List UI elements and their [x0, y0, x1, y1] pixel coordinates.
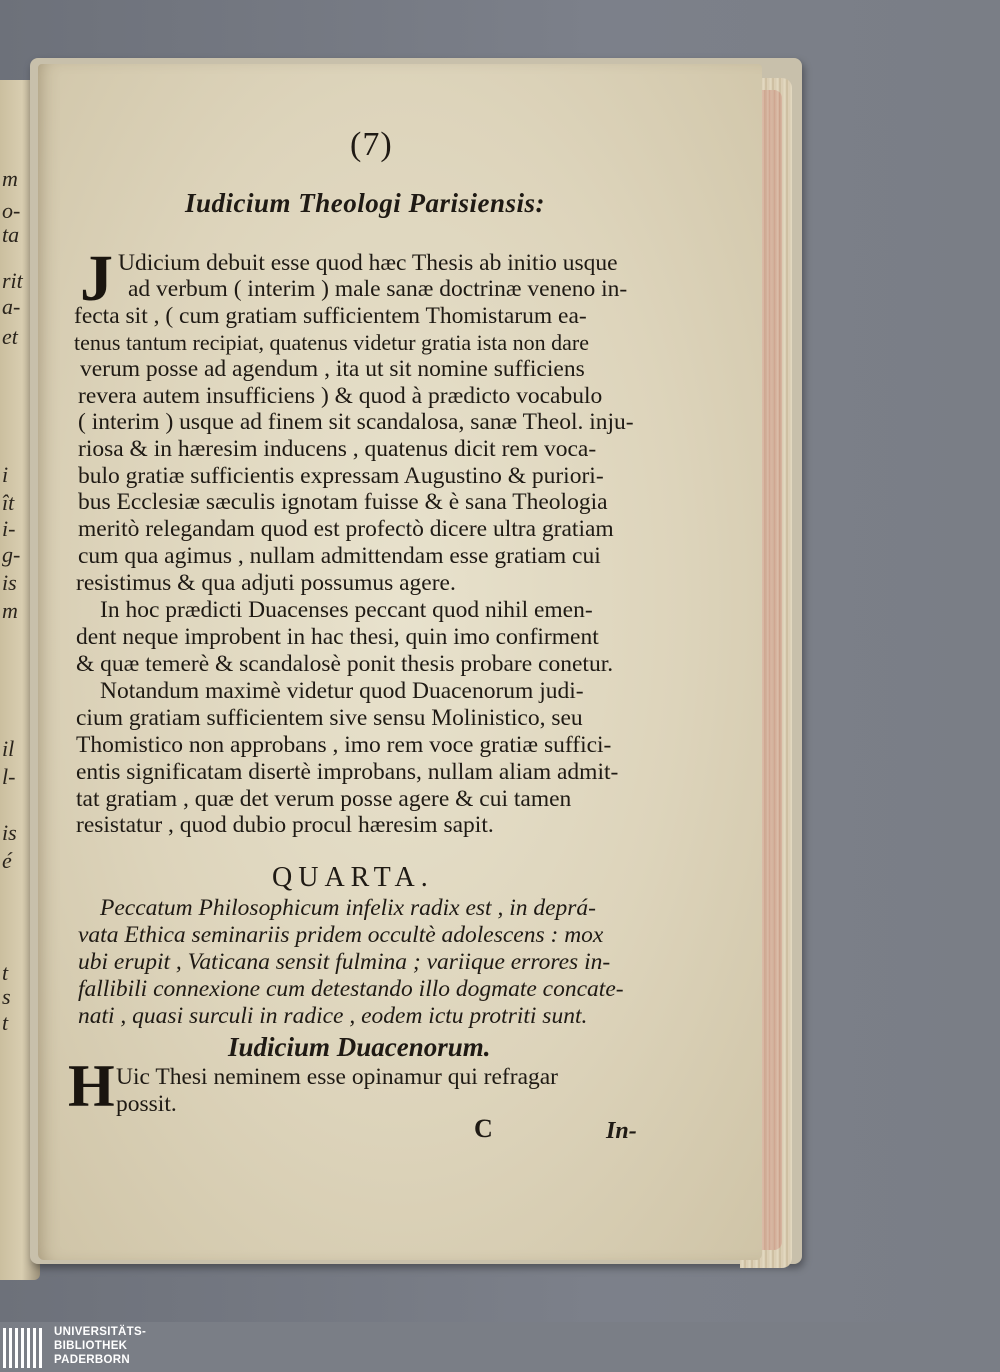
- text-line: Udicium debuit esse quod hæc Thesis ab initio usque: [118, 250, 618, 276]
- margin-fragment: o-: [2, 198, 21, 223]
- text-line: resistatur , quod dubio procul hæresim sapit.: [76, 812, 494, 838]
- library-name-line: PADERBORN: [54, 1354, 130, 1366]
- margin-fragment: et: [2, 324, 18, 349]
- text-line: In hoc prædicti Duacenses peccant quod nihil emen-: [100, 597, 593, 623]
- margin-fragment: t: [2, 1010, 9, 1035]
- thesis-line: ubi erupit , Vaticana sensit fulmina ; variique errores in-: [78, 949, 611, 975]
- margin-fragment: m: [2, 166, 18, 191]
- text-line: revera autem insufficiens ) & quod à prædicto vocabulo: [78, 383, 603, 409]
- margin-fragment: a-: [2, 294, 21, 319]
- text-line: entis significatam disertè improbans, nullam aliam admit-: [76, 759, 619, 785]
- library-logo-icon: [3, 1326, 47, 1370]
- library-name-line: UNIVERSITÄTS-: [54, 1326, 147, 1338]
- margin-fragment: i-: [2, 516, 16, 541]
- text-line: ( interim ) usque ad finem sit scandalosa, sanæ Theol. inju-: [78, 409, 634, 435]
- text-line: fecta sit , ( cum gratiam sufficientem Thomistarum ea-: [74, 303, 587, 329]
- thesis-line: vata Ethica seminariis pridem occultè adolescens : mox: [78, 922, 604, 948]
- text-line: Uic Thesi neminem esse opinamur qui refragar: [116, 1064, 559, 1090]
- drop-cap: J: [80, 242, 113, 315]
- text-line: verum posse ad agendum , ita ut sit nomine sufficiens: [80, 356, 585, 382]
- footer-bar: [0, 1322, 1000, 1372]
- text-line: ad verbum ( interim ) male sanæ doctrinæ veneno in-: [128, 276, 628, 302]
- library-name: [54, 1325, 146, 1367]
- margin-fragment: i: [2, 462, 9, 487]
- signature-mark: C: [474, 1114, 493, 1143]
- margin-fragment: il: [2, 736, 15, 761]
- margin-fragment: l-: [2, 764, 16, 789]
- thesis-line: Peccatum Philosophicum infelix radix est , in deprá-: [100, 895, 597, 921]
- thesis-line: nati , quasi surculi in radice , eodem ictu protriti sunt.: [78, 1003, 588, 1029]
- text-line: tat gratiam , quæ det verum posse agere & cui tamen: [76, 786, 572, 812]
- catchword: In-: [606, 1118, 637, 1144]
- text-line: bulo gratiæ sufficientis expressam Augustino & puriori-: [78, 463, 604, 489]
- text-line: possit.: [116, 1091, 177, 1117]
- drop-cap: H: [68, 1053, 115, 1119]
- section-heading: QUARTA.: [272, 862, 434, 893]
- margin-fragment: is: [2, 820, 17, 845]
- text-line: Notandum maximè videtur quod Duacenorum judi-: [100, 678, 584, 704]
- margin-fragment: s: [2, 984, 11, 1009]
- sub-heading: Iudicium Duacenorum.: [228, 1032, 491, 1062]
- margin-fragment: ta: [2, 222, 20, 247]
- margin-fragment: é: [2, 848, 12, 873]
- text-line: bus Ecclesiæ sæculis ignotam fuisse & è sana Theologia: [78, 489, 608, 515]
- text-line: resistimus & qua adjuti possumus agere.: [76, 570, 456, 596]
- text-line: Thomistico non approbans , imo rem voce gratiæ suffici-: [76, 732, 612, 758]
- page-edges-red: [760, 90, 782, 1250]
- text-line: riosa & in hæresim inducens , quatenus dicit rem voca-: [78, 436, 597, 462]
- text-line: cum qua agimus , nullam admittendam esse gratiam cui: [78, 543, 601, 569]
- text-line: tenus tantum recipiat, quatenus videtur gratia ista non dare: [74, 330, 590, 355]
- margin-fragment: rit: [2, 268, 23, 293]
- margin-fragment: is: [2, 570, 17, 595]
- page-title: Iudicium Theologi Parisiensis:: [185, 188, 546, 218]
- thesis-line: fallibili connexione cum detestando illo dogmate concate-: [78, 976, 624, 1002]
- text-line: dent neque improbent in hac thesi, quin imo confirment: [76, 624, 599, 650]
- text-line: cium gratiam sufficientem sive sensu Molinistico, seu: [76, 705, 583, 731]
- text-line: meritò relegandam quod est profectò dicere ultra gratiam: [78, 516, 614, 542]
- margin-fragment: m: [2, 598, 18, 623]
- margin-fragment: g-: [2, 542, 21, 567]
- text-line: & quæ temerè & scandalosè ponit thesis probare conetur.: [76, 651, 614, 677]
- margin-fragment: ît: [2, 490, 15, 515]
- margin-fragment: t: [2, 960, 9, 985]
- library-name-line: BIBLIOTHEK: [54, 1340, 128, 1352]
- page-number: (7): [350, 126, 393, 163]
